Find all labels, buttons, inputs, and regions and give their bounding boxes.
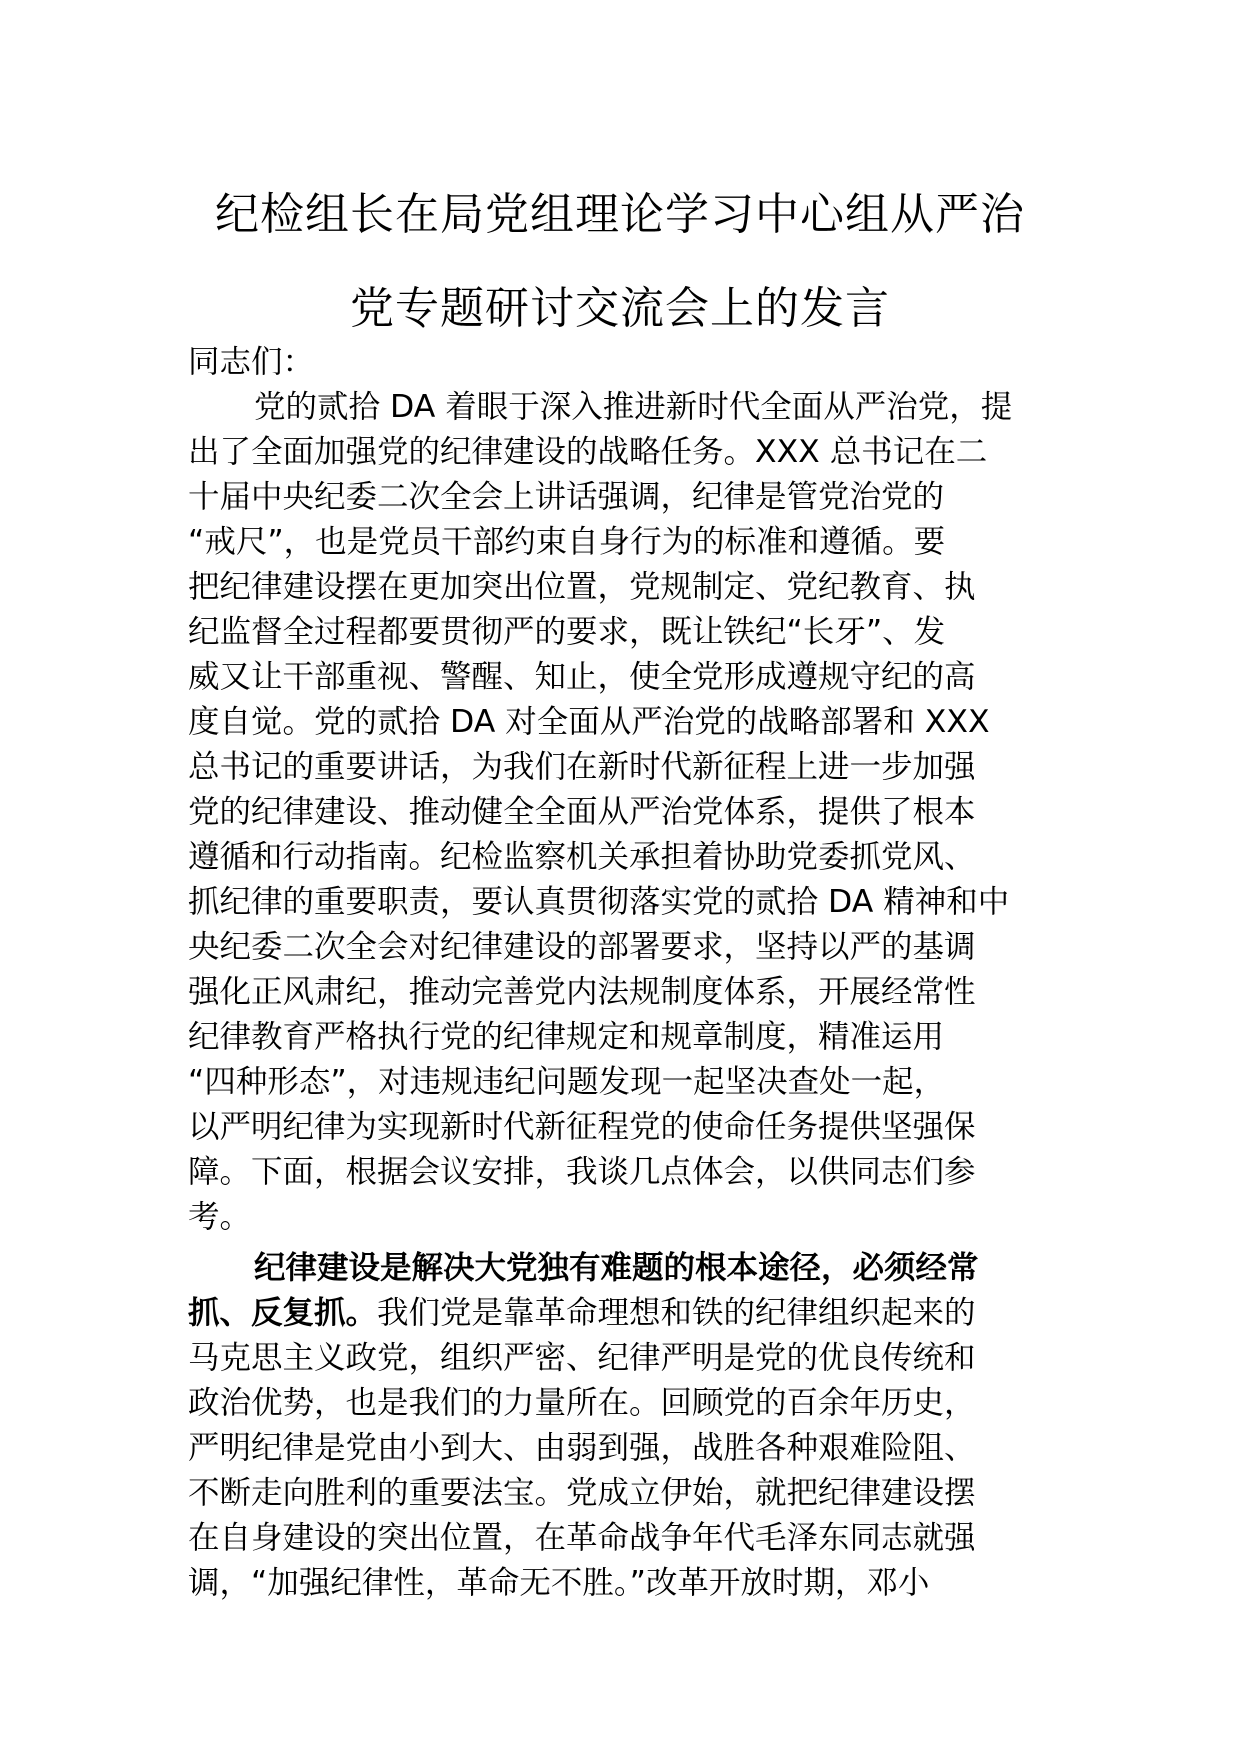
paragraph-line: 调，“加强纪律性，革命无不胜。”改革开放时期，邓小 [188, 1565, 930, 1601]
section-heading-part-2: 抓、反复抓。 [188, 1295, 378, 1331]
title-line-2: 党专题研讨交流会上的发言 [350, 283, 890, 334]
document-body [188, 340, 1058, 1606]
paragraph-line: 障。下面，根据会议安排，我谈几点体会，以供同志们参 [188, 1154, 976, 1190]
paragraph-text: 我们党是靠革命理想和铁的纪律组织起来的 [377, 1295, 976, 1331]
paragraph-line: 总书记的重要讲话，为我们在新时代新征程上进一步加强 [188, 749, 976, 785]
paragraph-line [188, 1246, 1058, 1291]
paragraph-line: 考。 [188, 1199, 252, 1235]
paragraph-line: 十届中央纪委二次全会上讲话强调，纪律是管党治党的 [188, 479, 945, 515]
paragraph-line: “四种形态”，对违规违纪问题发现一起坚决查处一起， [188, 1064, 946, 1100]
paragraph-line: 度自觉。党的贰拾 DA 对全面从严治党的战略部署和 XXX [188, 704, 990, 740]
paragraph-line: 政治优势，也是我们的力量所在。回顾党的百余年历史， [188, 1385, 976, 1421]
paragraph-line: 在自身建设的突出位置，在革命战争年代毛泽东同志就强 [188, 1520, 976, 1556]
paragraph-line: 党的贰拾 DA 着眼于深入推进新时代全面从严治党，提 [254, 389, 1013, 425]
paragraph-line: 马克思主义政党，组织严密、纪律严明是党的优良传统和 [188, 1340, 976, 1376]
paragraph-line: 出了全面加强党的纪律建设的战略任务。XXX 总书记在二 [188, 434, 988, 470]
paragraph-intro [188, 385, 1058, 1240]
paragraph-line [188, 1291, 1058, 1336]
paragraph-line: 纪律教育严格执行党的纪律规定和规章制度，精准运用 [188, 1019, 945, 1055]
paragraph-line: 党的纪律建设、推动健全全面从严治党体系，提供了根本 [188, 794, 976, 830]
salutation: 同志们： [188, 344, 315, 380]
paragraph-line: 严明纪律是党由小到大、由弱到强，战胜各种艰难险阻、 [188, 1430, 976, 1466]
paragraph-line: 纪监督全过程都要贯彻严的要求，既让铁纪“长牙”、发 [188, 614, 946, 650]
paragraph-line: 央纪委二次全会对纪律建设的部署要求，坚持以严的基调 [188, 929, 976, 965]
paragraph-line: 以严明纪律为实现新时代新征程党的使命任务提供坚强保 [188, 1109, 976, 1145]
title-line-1: 纪检组长在局党组理论学习中心组从严治 [215, 189, 1025, 240]
document-title [160, 168, 1080, 356]
paragraph-line: 抓纪律的重要职责，要认真贯彻落实党的贰拾 DA 精神和中 [188, 884, 1010, 920]
section-heading-part-1: 纪律建设是解决大党独有难题的根本途径，必须经常 [254, 1250, 979, 1286]
paragraph-line: 把纪律建设摆在更加突出位置，党规制定、党纪教育、执 [188, 569, 976, 605]
paragraph-line: “戒尺”，也是党员干部约束自身行为的标准和遵循。要 [188, 524, 946, 560]
paragraph-line: 不断走向胜利的重要法宝。党成立伊始，就把纪律建设摆 [188, 1475, 976, 1511]
paragraph-line: 威又让干部重视、警醒、知止，使全党形成遵规守纪的高 [188, 659, 976, 695]
paragraph-discipline [188, 1246, 1058, 1606]
paragraph-line: 遵循和行动指南。纪检监察机关承担着协助党委抓党风、 [188, 839, 976, 875]
paragraph-line: 强化正风肃纪，推动完善党内法规制度体系，开展经常性 [188, 974, 976, 1010]
